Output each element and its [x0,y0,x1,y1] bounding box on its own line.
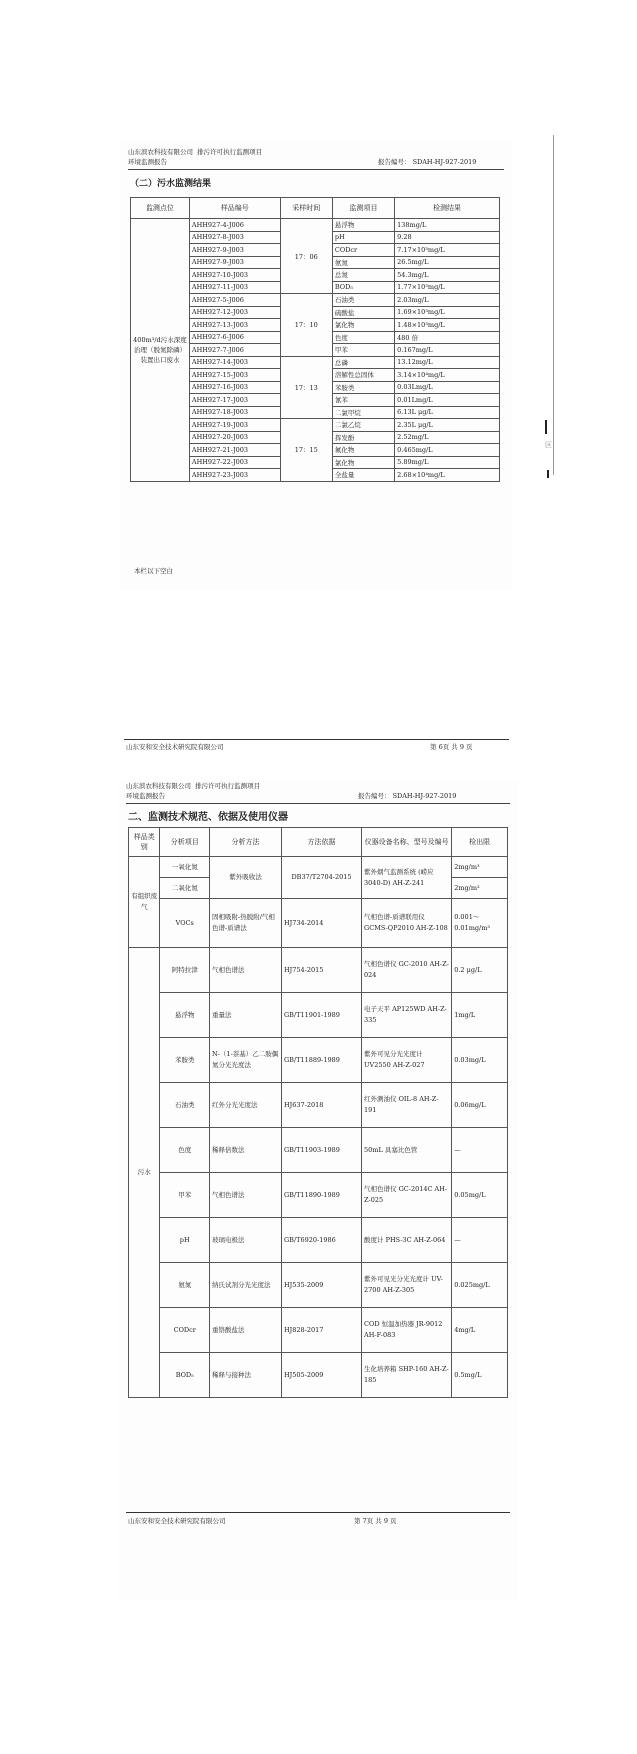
col-header-instrument: 仪器设备名称、型号及编号 [362,828,452,857]
scan-artifact [545,420,547,434]
col-header-item: 分析项目 [160,828,210,857]
result-value: 1.69×10³mg/L [395,306,500,319]
sample-id: AHH927-9-J003 [189,256,280,269]
report-page-6 [120,140,512,590]
analysis-item: 二氧化氮 [160,878,210,899]
col-header-result: 检测结果 [395,198,500,219]
instrument: 红外测油仪 OIL-8 AH-Z-191 [362,1083,452,1128]
category-gas: 有组织废气 [129,857,160,948]
result-value: 480 倍 [395,331,500,344]
result-value: 2.68×10⁴mg/L [395,469,500,482]
result-value: 13.12mg/L [395,356,500,369]
sample-id: AHH927-17-J003 [189,394,280,407]
table-row [129,1083,508,1128]
page-separator-rule [124,739,509,740]
sample-id: AHH927-13-J003 [189,319,280,332]
monitor-item: 二氯甲烷 [332,406,394,419]
method-basis: HJ734-2014 [281,899,361,948]
instrument: 紫外烟气监测系统 (崂应 3040-D) AH-Z-241 [362,857,452,899]
result-value: 138mg/L [395,219,500,232]
result-value: 9.28 [395,231,500,244]
result-value: 1.77×10³mg/L [395,281,500,294]
result-value: 54.3mg/L [395,269,500,282]
detection-limit: 2mg/m³ [452,857,508,878]
instrument: 气相色谱仪 GC-2010 AH-Z-024 [362,948,452,993]
instrument: 紫外可见光分光光度计 UV-2700 AH-Z-305 [362,1263,452,1308]
monitor-item: 溶解性总固体 [332,369,394,382]
analysis-item: 氨氮 [160,1263,210,1308]
detection-limit: 4mg/L [452,1308,508,1353]
analysis-item: 色度 [160,1128,210,1173]
header-rule [126,803,510,804]
detection-limit: — [452,1218,508,1263]
monitor-item: pH [332,231,394,244]
end-note: 本栏以下空白 [134,567,173,575]
sample-id: AHH927-12-J003 [189,306,280,319]
analysis-method: 重铬酸盐法 [210,1308,282,1353]
page-header-company: 山东滨农科技有限公司 排污许可执行监测项目 [128,148,263,156]
instrument: 生化培养箱 SHP-160 AH-Z-185 [362,1353,452,1398]
result-value: 26.5mg/L [395,256,500,269]
sampling-time: 17：15 [280,419,332,482]
method-basis: HJ505-2009 [281,1353,361,1398]
sample-id: AHH927-7-J006 [189,344,280,357]
analysis-method: 稀释倍数法 [210,1128,282,1173]
detection-limit: 0.06mg/L [452,1083,508,1128]
sample-id: AHH927-4-J006 [189,219,280,232]
page-header-report-kind: 环境监测报告 [128,158,167,166]
method-basis: HJ828-2017 [281,1308,361,1353]
table-row [129,1173,508,1218]
page-header-company: 山东滨农科技有限公司 排污许可执行监测项目 [126,782,261,790]
table-row [129,1308,508,1353]
sample-id: AHH927-14-J003 [189,356,280,369]
detection-limit: 0.05mg/L [452,1173,508,1218]
col-header-limit: 检出限 [452,828,508,857]
sample-id: AHH927-8-J003 [189,231,280,244]
sample-id: AHH927-23-J003 [189,469,280,482]
detection-limit: 0.001～0.01mg/m³ [452,899,508,948]
report-number: 报告编号： SDAH-HJ-927-2019 [358,792,457,800]
sample-id: AHH927-10-J003 [189,269,280,282]
sample-id: AHH927-16-J003 [189,381,280,394]
monitor-item: 氟化物 [332,444,394,457]
page-footer-number: 第 6页 共 9 页 [430,743,473,751]
monitor-item: 色度 [332,331,394,344]
sample-id: AHH927-11-J003 [189,281,280,294]
result-value: 2.52mg/L [395,431,500,444]
analysis-method: 紫外吸收法 [210,857,282,899]
analysis-method: 重量法 [210,993,282,1038]
detection-limit: 0.2 μg/L [452,948,508,993]
scan-mark: 区 [545,441,552,449]
table-header-row [129,828,508,857]
result-value: 7.17×10³mg/L [395,244,500,257]
analysis-method: 红外分光光度法 [210,1083,282,1128]
method-basis: GB/T11901-1989 [281,993,361,1038]
analysis-item: 一氧化氮 [160,857,210,878]
report-number: 报告编号： SDAH-HJ-927-2019 [378,158,477,166]
result-value: 3.14×10⁴mg/L [395,369,500,382]
wastewater-results-table [130,197,500,482]
sample-id: AHH927-22-J003 [189,456,280,469]
analysis-item: 悬浮物 [160,993,210,1038]
sample-id: AHH927-21-J003 [189,444,280,457]
result-value: 2.35L μg/L [395,419,500,432]
detection-limit: 0.025mg/L [452,1263,508,1308]
table-row [129,1128,508,1173]
analysis-method: N-（1-萘基）乙二胺偶氮分光光度法 [210,1038,282,1083]
result-value: 0.465mg/L [395,444,500,457]
result-value: 2.03mg/L [395,294,500,307]
instrument: 酸度计 PHS-3C AH-Z-064 [362,1218,452,1263]
table-row [129,857,508,878]
sample-id: AHH927-18-J003 [189,406,280,419]
analysis-method: 纳氏试剂分光光度法 [210,1263,282,1308]
report-page-7 [118,780,518,1600]
sampling-time: 17：06 [280,219,332,294]
table-row [129,1353,508,1398]
table-row [129,993,508,1038]
sample-id: AHH927-19-J003 [189,419,280,432]
detection-limit: — [452,1128,508,1173]
analysis-item: pH [160,1218,210,1263]
analysis-item: 阿特拉津 [160,948,210,993]
detection-limit: 0.03mg/L [452,1038,508,1083]
result-value: 6.13L μg/L [395,406,500,419]
scan-edge-line [553,135,554,475]
col-header-sample: 样品编号 [189,198,280,219]
table-row [129,1038,508,1083]
col-header-time: 采样时间 [280,198,332,219]
table-row [131,219,500,232]
analysis-method: 玻璃电极法 [210,1218,282,1263]
method-basis: DB37/T2704-2015 [281,857,361,899]
instrument: 紫外可见分光光度计 UV2550 AH-Z-027 [362,1038,452,1083]
analysis-item: 苯胺类 [160,1038,210,1083]
monitor-item: 氨氮 [332,256,394,269]
monitor-item: 硫酸盐 [332,306,394,319]
page-header-report-kind: 环境监测报告 [126,792,165,800]
analysis-method: 气相色谱法 [210,948,282,993]
table-row [129,899,508,948]
col-header-item: 监测项目 [332,198,394,219]
result-value: 0.167mg/L [395,344,500,357]
analysis-method: 固相吸附-热脱附/气相色谱-质谱法 [210,899,282,948]
method-basis: GB/T11903-1989 [281,1128,361,1173]
result-value: 1.48×10³mg/L [395,319,500,332]
header-rule [128,169,504,170]
instrument: 电子天平 AP125WD AH-Z-335 [362,993,452,1038]
analysis-item: CODcr [160,1308,210,1353]
detection-limit: 1mg/L [452,993,508,1038]
sampling-time: 17：10 [280,294,332,357]
table-row [129,948,508,993]
col-header-basis: 方法依据 [281,828,361,857]
method-basis: GB/T11889-1989 [281,1038,361,1083]
monitor-item: 石油类 [332,294,394,307]
page-footer-number: 第 7页 共 9 页 [354,1517,397,1525]
method-basis: GB/T6920-1986 [281,1218,361,1263]
col-header-method: 分析方法 [210,828,282,857]
monitor-item: 苯胺类 [332,381,394,394]
col-header-site: 监测点位 [131,198,190,219]
analysis-item: 石油类 [160,1083,210,1128]
sampling-time: 17：13 [280,356,332,419]
instrument: 50mL 具塞比色管 [362,1128,452,1173]
footer-rule [126,1512,510,1513]
instrument: 气相色谱-质谱联用仪 GCMS-QP2010 AH-Z-108 [362,899,452,948]
analysis-method: 稀释与接种法 [210,1353,282,1398]
monitor-item: 总氮 [332,269,394,282]
detection-limit: 0.5mg/L [452,1353,508,1398]
section-title: （二）污水监测结果 [130,179,212,189]
result-value: 5.89mg/L [395,456,500,469]
analysis-method: 气相色谱法 [210,1173,282,1218]
monitor-item: 总磷 [332,356,394,369]
instrument: COD 恒温加热器 JR-9012 AH-F-083 [362,1308,452,1353]
analysis-item: BOD₅ [160,1353,210,1398]
result-value: 0.01Lmg/L [395,394,500,407]
page-footer-company: 山东安和安全技术研究院有限公司 [128,1517,226,1525]
instrument: 气相色谱仪 GC-2014C AH-Z-025 [362,1173,452,1218]
result-value: 0.03Lmg/L [395,381,500,394]
monitor-item: 氰苯 [332,394,394,407]
category-water: 污水 [129,948,160,1398]
section-title: 二、监测技术规范、依据及使用仪器 [128,812,288,823]
page-footer-company: 山东安和安全技术研究院有限公司 [126,743,224,751]
analysis-item: VOCs [160,899,210,948]
scan-artifact [547,470,549,478]
table-row [129,1218,508,1263]
table-row [129,1263,508,1308]
monitor-item: 全盐量 [332,469,394,482]
col-header-category: 样品类别 [129,828,160,857]
monitor-item: 氯化物 [332,319,394,332]
method-basis: HJ637-2018 [281,1083,361,1128]
detection-limit: 2mg/m³ [452,878,508,899]
method-basis: HJ535-2009 [281,1263,361,1308]
monitor-item: 二氯乙烷 [332,419,394,432]
monitor-item: 挥发酚 [332,431,394,444]
monitor-item: CODcr [332,244,394,257]
monitor-item: 氯化物 [332,456,394,469]
sample-id: AHH927-20-J003 [189,431,280,444]
monitoring-site: 400m³/d污水深度治理（脱氮除磷）装置出口废水 [131,219,190,482]
table-header-row [131,198,500,219]
method-basis: HJ754-2015 [281,948,361,993]
monitor-item: 悬浮物 [332,219,394,232]
monitor-item: 甲苯 [332,344,394,357]
sample-id: AHH927-9-J003 [189,244,280,257]
sample-id: AHH927-15-J003 [189,369,280,382]
method-instrument-table [128,827,508,1398]
sample-id: AHH927-5-J006 [189,294,280,307]
method-basis: GB/T11890-1989 [281,1173,361,1218]
sample-id: AHH927-6-J006 [189,331,280,344]
monitor-item: BOD₅ [332,281,394,294]
analysis-item: 甲苯 [160,1173,210,1218]
